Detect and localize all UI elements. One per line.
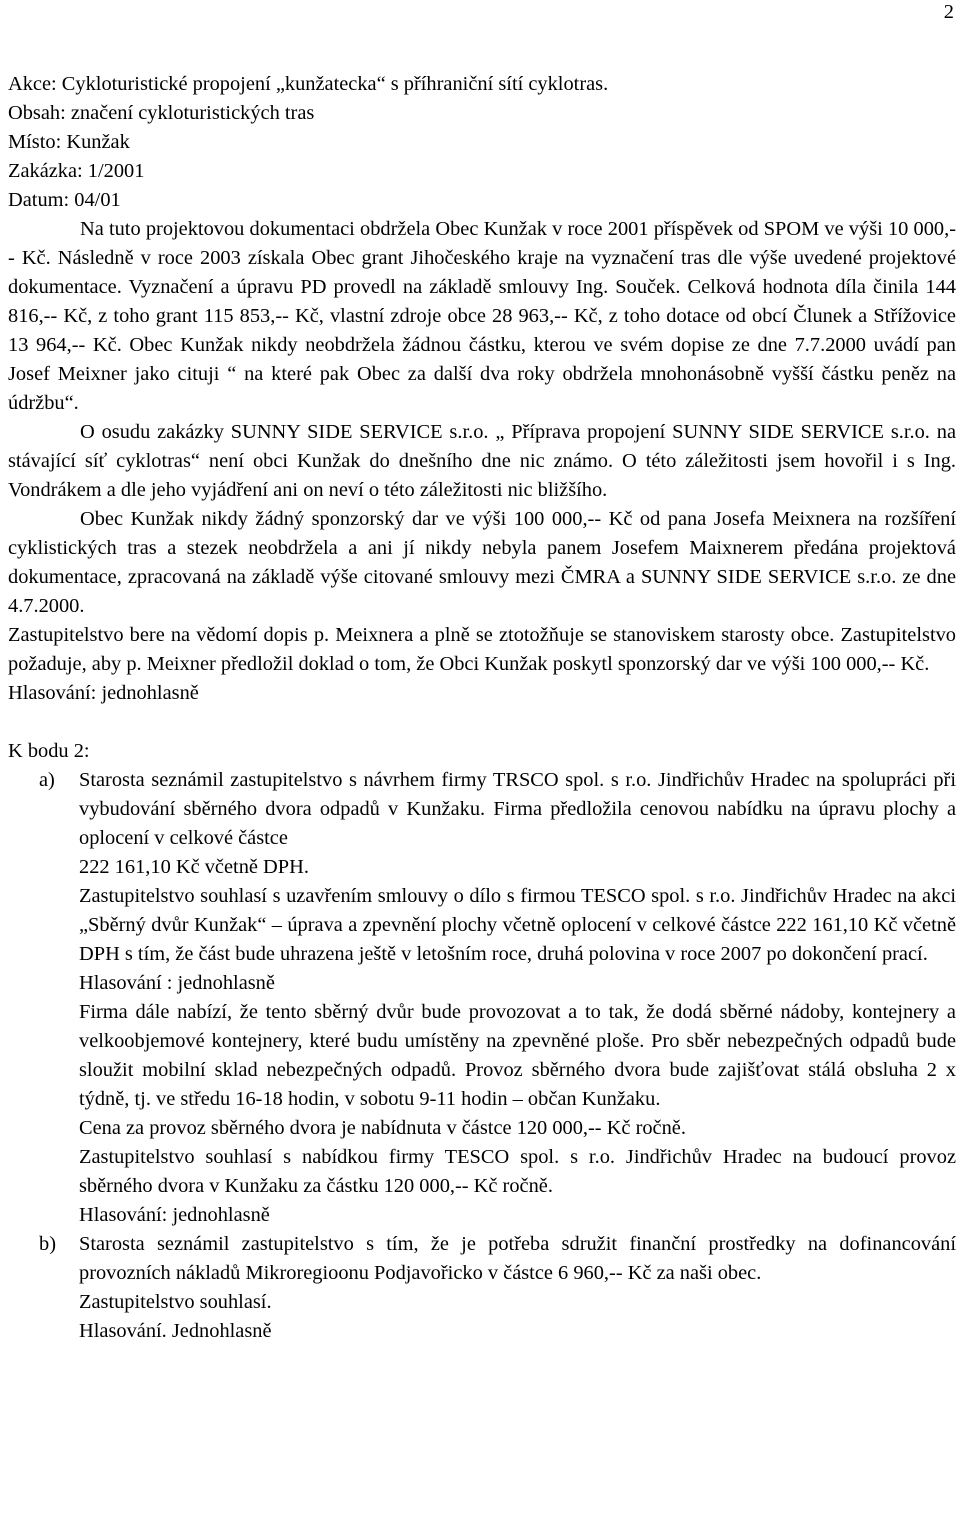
paragraph-sponsorship: Obec Kunžak nikdy žádný sponzorský dar ve výši 100 000,-- Kč od pana Josefa Meixnera na rozšíření cyklistických tras a stezek neobdržela a ani jí nikdy nebyla panem Josefem Maixnerem předána projektová dokumentace, zpracovaná na základě výše citované smlouvy mezi ČMRA a SUNNY SIDE SERVICE s.r.o. ze dne 4.7.2000. bbox=[8, 508, 956, 617]
section-heading: K bodu 2: bbox=[8, 740, 90, 762]
item-a-vote-2: Hlasování: jednohlasně bbox=[79, 1204, 270, 1226]
zakazka-line: Zakázka: 1/2001 bbox=[8, 160, 145, 182]
document-body bbox=[8, 70, 956, 1346]
item-a-approval: Zastupitelstvo souhlasí s nabídkou firmy TESCO spol. s r.o. Jindřichův Hradec na budoucí provoz sběrného dvora v Kunžaku za částku 120 000,-- Kč ročně. bbox=[79, 1146, 956, 1197]
item-b-proposal: Starosta seznámil zastupitelstvo s tím, že je potřeba sdružit finanční prostředky na dofinancování provozních nákladů Mikroregioonu Podjavořicko v částce 6 960,-- Kč za naši obec. bbox=[79, 1233, 956, 1284]
item-b-approval: Zastupitelstvo souhlasí. bbox=[79, 1291, 272, 1313]
item-a-operation: Firma dále nabízí, že tento sběrný dvůr bude provozovat a to tak, že dodá sběrné nádoby, kontejnery a velkoobjemové kontejnery, které budu umístěny na zpevněné ploše. Pro sběr nebezpečných odpadů bude sloužit mobilní sklad nebezpečných odpadů. Provoz sběrného dvora bude zajišťovat stálá obsluha 2 x týdně, tj. ve středu 16-18 hodin, v sobotu 9-11 hodin – občan Kunžaku. bbox=[79, 1001, 956, 1110]
datum-line: Datum: 04/01 bbox=[8, 189, 121, 211]
list-item-a bbox=[8, 766, 956, 1230]
paragraph-funding: Na tuto projektovou dokumentaci obdržela Obec Kunžak v roce 2001 příspěvek od SPOM ve výši 10 000,-- Kč. Následně v roce 2003 získala Obec grant Jihočeského kraje na vyznačení tras dle výše uvedené projektové dokumentace. Vyznačení a úpravu PD provedl na základě smlouvy Ing. Souček. Celková hodnota díla činila 144 816,-- Kč, z toho grant 115 853,-- Kč, vlastní zdroje obce 28 963,-- Kč, z toho dotace od obcí Člunek a Střížovice 13 964,-- Kč. Obec Kunžak nikdy neobdržela žádnou částku, kterou ve svém dopise ze dne 7.7.2000 uvádí pan Josef Meixner jako cituji “ na které pak Obec za další dva roky obdržela mnohonásobně vyšší částku peněz na údržbu“. bbox=[8, 218, 956, 414]
paragraph-sunny-side: O osudu zakázky SUNNY SIDE SERVICE s.r.o. „ Příprava propojení SUNNY SIDE SERVICE s.r.o. na stávající síť cyklotras“ není obci Kunžak do dnešního dne nic známo. O této záležitosti jsem hovořil i s Ing. Vondrákem a dle jeho vyjádření ani on neví o této záležitosti nic bližšího. bbox=[8, 421, 956, 501]
spacer bbox=[8, 708, 956, 737]
list-marker-b: b) bbox=[39, 1233, 56, 1255]
paragraph-resolution: Zastupitelstvo bere na vědomí dopis p. Meixnera a plně se ztotožňuje se stanoviskem starosty obce. Zastupitelstvo požaduje, aby p. Meixner předložil doklad o tom, že Obci Kunžak poskytl sponzorský dar ve výši 100 000,-- Kč. bbox=[8, 624, 956, 675]
item-a-amount: 222 161,10 Kč včetně DPH. bbox=[79, 856, 309, 878]
page-number: 2 bbox=[943, 1, 954, 23]
vote-line: Hlasování: jednohlasně bbox=[8, 682, 199, 704]
item-a-contract: Zastupitelstvo souhlasí s uzavřením smlouvy o dílo s firmou TESCO spol. s r.o. Jindřichův Hradec na akci „Sběrný dvůr Kunžak“ – úprava a zpevnění plochy včetně oplocení v celkové částce 222 161,10 Kč včetně DPH s tím, že část bude uhrazena ještě v letošním roce, druhá polovina v roce 2007 po dokončení prací. bbox=[79, 885, 956, 965]
item-a-price: Cena za provoz sběrného dvora je nabídnuta v částce 120 000,-- Kč ročně. bbox=[79, 1117, 686, 1139]
item-a-vote: Hlasování : jednohlasně bbox=[79, 972, 275, 994]
item-a-proposal: Starosta seznámil zastupitelstvo s návrhem firmy TRSCO spol. s r.o. Jindřichův Hradec na spolupráci při vybudování sběrného dvora odpadů v Kunžaku. Firma předložila cenovou nabídku na úpravu plochy a oplocení v celkové částce bbox=[79, 769, 956, 849]
list-item-b bbox=[8, 1230, 956, 1346]
header-block bbox=[8, 70, 956, 215]
akce-line: Akce: Cykloturistické propojení „kunžatecka“ s příhraniční sítí cyklotras. bbox=[8, 73, 609, 95]
item-b-vote: Hlasování. Jednohlasně bbox=[79, 1320, 272, 1342]
obsah-line: Obsah: značení cykloturistických tras bbox=[8, 102, 315, 124]
list-marker-a: a) bbox=[39, 769, 55, 791]
misto-line: Místo: Kunžak bbox=[8, 131, 130, 153]
